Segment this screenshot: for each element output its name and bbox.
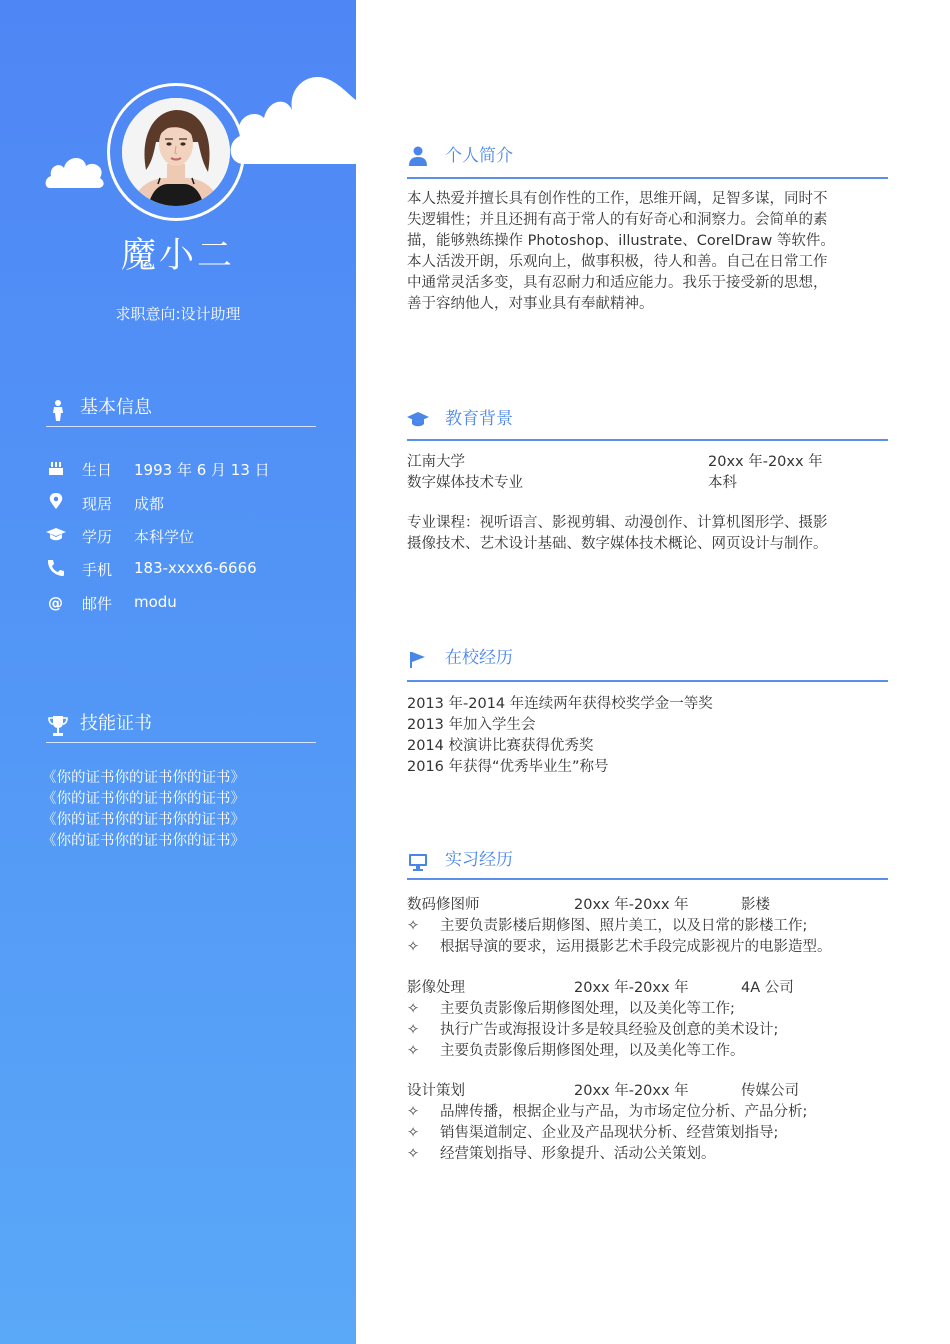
certificate-item: 《你的证书你的证书你的证书》 — [42, 791, 245, 807]
certificate-item: 《你的证书你的证书你的证书》 — [42, 833, 245, 849]
certificate-item: 《你的证书你的证书你的证书》 — [42, 770, 245, 786]
monitor-icon — [407, 849, 429, 871]
info-value: 183-xxxx6-6666 — [134, 559, 257, 577]
duty-text: 经营策划指导、形象提升、活动公关策划。 — [440, 1146, 716, 1162]
job-duty — [407, 935, 832, 956]
job-company: 影楼 — [741, 897, 770, 913]
job-duty — [407, 1121, 778, 1142]
summary-line: 本人热爱并擅长具有创作性的工作，思维开阔，足智多谋，同时不 — [407, 191, 828, 207]
duty-text: 主要负责影像后期修图处理，以及美化等工作。 — [440, 1043, 745, 1059]
sparkle-bullet-icon: ✧ — [407, 939, 420, 955]
candidate-name: 魔小二 — [120, 236, 235, 276]
education-courses-line: 摄像技术、艺术设计基础、数字媒体技术概论、网页设计与制作。 — [407, 536, 828, 552]
duty-text: 根据导演的要求，运用摄影艺术手段完成影视片的电影造型。 — [440, 939, 832, 955]
education-heading — [407, 406, 887, 432]
education-divider — [407, 439, 888, 441]
sparkle-bullet-icon: ✧ — [407, 1001, 420, 1017]
info-label: 生日 — [82, 461, 113, 479]
avatar — [122, 98, 230, 206]
sparkle-bullet-icon: ✧ — [407, 1125, 420, 1141]
birthday-cake-icon — [46, 459, 66, 477]
info-value: 本科学位 — [134, 528, 195, 546]
sparkle-bullet-icon: ✧ — [407, 1022, 420, 1038]
info-label: 邮件 — [82, 595, 113, 613]
info-row-education — [46, 526, 336, 548]
duty-text: 执行广告或海报设计多是较具经验及创意的美术设计; — [440, 1022, 779, 1038]
summary-line: 描，能够熟练操作 Photoshop、illustrate、CorelDraw 等软件。 — [407, 233, 835, 249]
person-standing-icon — [48, 399, 68, 421]
internship-heading — [407, 847, 887, 873]
job-duty — [407, 1039, 745, 1060]
summary-line: 善于容纳他人，对事业具有奉献精神。 — [407, 296, 654, 312]
summary-heading — [407, 143, 887, 169]
info-row-phone — [46, 559, 336, 581]
info-value: 成都 — [134, 495, 165, 513]
campus-heading — [407, 645, 887, 671]
job-duty — [407, 914, 807, 935]
person-icon — [407, 145, 429, 167]
sparkle-bullet-icon: ✧ — [407, 1104, 420, 1120]
job-title: 设计策划 — [407, 1083, 465, 1099]
campus-item: 2016 年获得“优秀毕业生”称号 — [407, 759, 609, 775]
avatar-frame — [107, 83, 245, 221]
summary-divider — [407, 177, 888, 179]
job-duty — [407, 1018, 778, 1039]
sidebar — [0, 0, 356, 1344]
portrait-image — [122, 98, 230, 206]
campus-item: 2013 年加入学生会 — [407, 717, 536, 733]
job-duty — [407, 1142, 716, 1163]
internship-title: 实习经历 — [445, 850, 513, 870]
job-duty — [407, 997, 735, 1018]
skills-heading — [46, 713, 316, 743]
phone-icon — [46, 559, 66, 577]
job-period: 20xx 年-20xx 年 — [574, 897, 689, 913]
summary-title: 个人简介 — [445, 146, 513, 166]
summary-line: 失逻辑性；并且还拥有高于常人的有好奇心和洞察力。会简单的素 — [407, 212, 828, 228]
job-objective: 求职意向:设计助理 — [115, 305, 241, 323]
education-period: 20xx 年-20xx 年 — [708, 454, 823, 470]
at-sign-icon — [46, 593, 66, 611]
campus-item: 2013 年-2014 年连续两年获得校奖学金一等奖 — [407, 696, 713, 712]
basic-info-title: 基本信息 — [80, 397, 152, 418]
info-label: 手机 — [82, 561, 113, 579]
education-major: 数字媒体技术专业 — [407, 475, 523, 491]
location-pin-icon — [46, 493, 66, 511]
graduation-cap-icon — [407, 408, 429, 430]
svg-text:@: @ — [48, 594, 63, 611]
basic-info-heading — [46, 397, 316, 427]
education-courses-line: 专业课程：视听语言、影视剪辑、动漫创作、计算机图形学、摄影 — [407, 515, 828, 531]
job-duty — [407, 1100, 807, 1121]
info-value: modu — [134, 593, 177, 611]
graduation-cap-icon — [46, 526, 66, 544]
campus-divider — [407, 680, 888, 682]
sparkle-bullet-icon: ✧ — [407, 1146, 420, 1162]
info-label: 学历 — [82, 528, 113, 546]
cloud-decoration-small — [44, 152, 106, 190]
info-row-birthday — [46, 459, 336, 481]
trophy-icon — [48, 715, 68, 737]
duty-text: 主要负责影楼后期修图、照片美工，以及日常的影楼工作; — [440, 918, 808, 934]
info-row-residence — [46, 493, 336, 515]
education-title: 教育背景 — [445, 409, 513, 429]
campus-title: 在校经历 — [445, 648, 513, 668]
job-period: 20xx 年-20xx 年 — [574, 1083, 689, 1099]
summary-line: 中通常灵活多变，具有忍耐力和适应能力。我乐于接受新的思想， — [407, 275, 828, 291]
job-title: 影像处理 — [407, 980, 465, 996]
info-label: 现居 — [82, 495, 113, 513]
cloud-decoration-large — [226, 70, 356, 166]
job-company: 4A 公司 — [741, 980, 794, 996]
internship-divider — [407, 878, 888, 880]
education-degree: 本科 — [708, 475, 737, 491]
job-company: 传媒公司 — [741, 1083, 799, 1099]
duty-text: 品牌传播，根据企业与产品，为市场定位分析、产品分析; — [440, 1104, 808, 1120]
certificate-item: 《你的证书你的证书你的证书》 — [42, 812, 245, 828]
flag-icon — [407, 647, 429, 669]
info-value: 1993 年 6 月 13 日 — [134, 461, 270, 479]
campus-item: 2014 校演讲比赛获得优秀奖 — [407, 738, 594, 754]
summary-line: 本人活泼开朗，乐观向上，做事积极，待人和善。自己在日常工作 — [407, 254, 828, 270]
info-row-email — [46, 593, 336, 615]
skills-title: 技能证书 — [80, 713, 152, 734]
job-period: 20xx 年-20xx 年 — [574, 980, 689, 996]
education-school: 江南大学 — [407, 454, 465, 470]
sparkle-bullet-icon: ✧ — [407, 1043, 420, 1059]
duty-text: 销售渠道制定、企业及产品现状分析、经营策划指导; — [440, 1125, 779, 1141]
sparkle-bullet-icon: ✧ — [407, 918, 420, 934]
duty-text: 主要负责影像后期修图处理，以及美化等工作; — [440, 1001, 735, 1017]
job-title: 数码修图师 — [407, 897, 480, 913]
